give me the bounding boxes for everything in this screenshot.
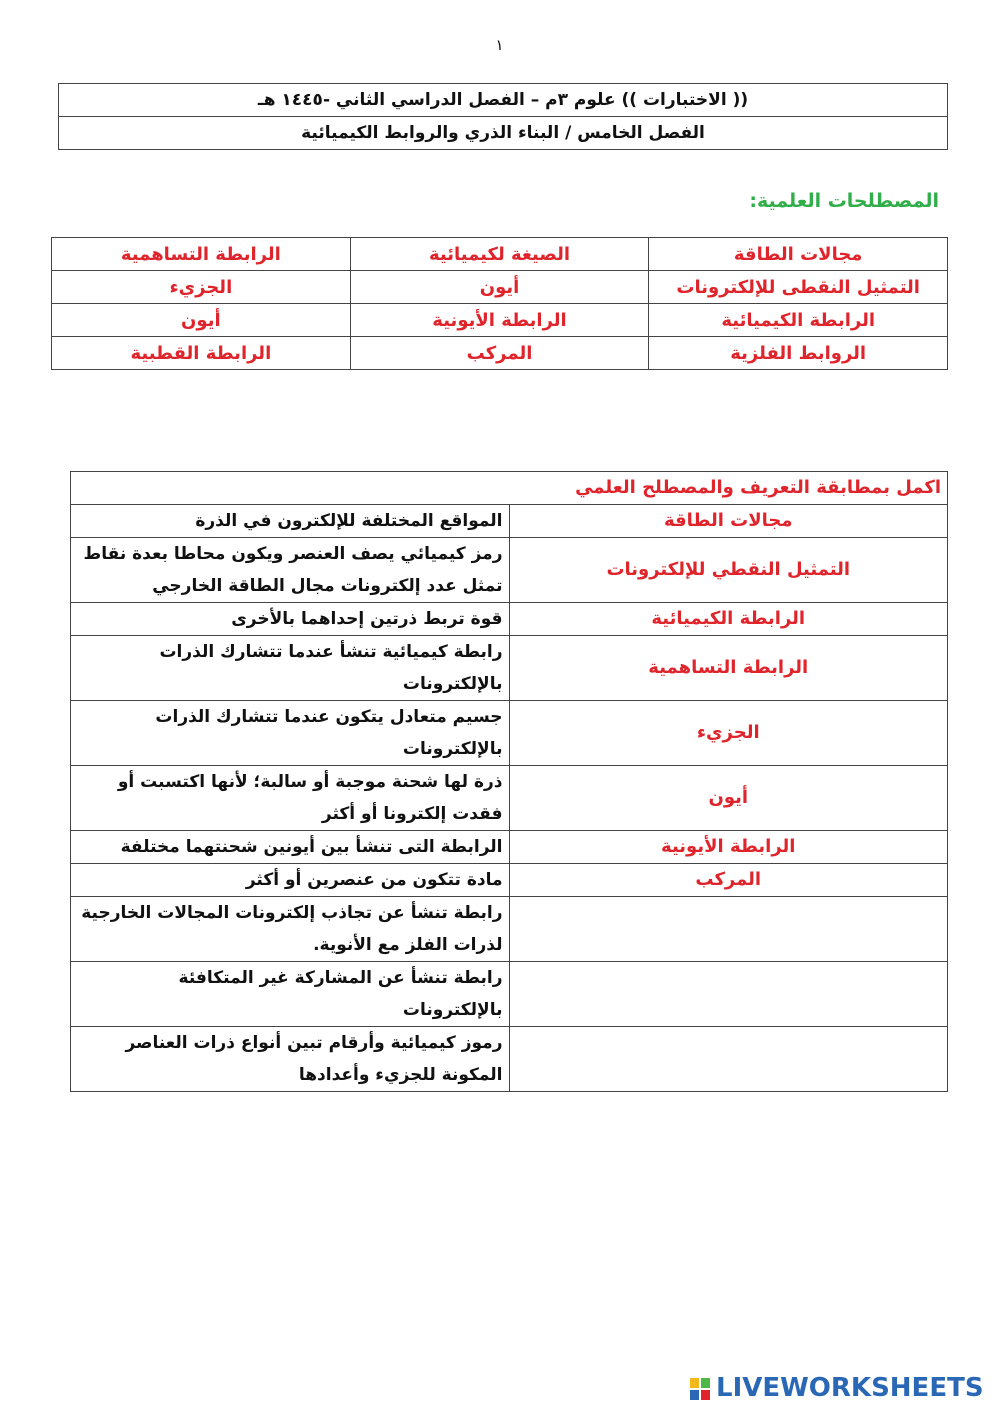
logo-text: LIVEWORKSHEETS (716, 1373, 984, 1403)
match-table (70, 471, 948, 1092)
match-term-drop[interactable]: الجزيء (509, 701, 948, 766)
match-term-drop[interactable] (509, 1027, 948, 1092)
match-row (71, 831, 948, 864)
match-term-drop[interactable]: الرابطة الكيميائية (509, 603, 948, 636)
match-definition: ذرة لها شحنة موجبة أو سالبة؛ لأنها اكتسبت أو فقدت إلكترونا أو أكثر (71, 766, 510, 831)
match-term-drop[interactable]: المركب (509, 864, 948, 897)
header-line-1: (( الاختبارات )) علوم ٣م – الفصل الدراسي الثاني -١٤٤٥ هـ (59, 84, 948, 117)
match-term-drop[interactable]: التمثيل النقطي للإلكترونات (509, 538, 948, 603)
match-row (71, 636, 948, 701)
term-cell[interactable]: الرابطة القطبية (52, 337, 351, 370)
terms-row (52, 271, 948, 304)
match-term-drop[interactable] (509, 897, 948, 962)
match-row (71, 766, 948, 831)
match-row (71, 538, 948, 603)
match-definition: مادة تتكون من عنصرين أو أكثر (71, 864, 510, 897)
section-title: المصطلحات العلمية: (749, 190, 939, 212)
match-row (71, 962, 948, 1027)
match-definition: قوة تربط ذرتين إحداهما بالأخرى (71, 603, 510, 636)
term-cell[interactable]: الصيغة لكيميائية (350, 238, 649, 271)
match-term-drop[interactable]: مجالات الطاقة (509, 505, 948, 538)
logo-grid-icon (690, 1378, 710, 1400)
term-cell[interactable]: المركب (350, 337, 649, 370)
match-term-drop[interactable]: الرابطة الأيونية (509, 831, 948, 864)
match-term-drop[interactable]: الرابطة التساهمية (509, 636, 948, 701)
term-cell[interactable]: الروابط الفلزية (649, 337, 948, 370)
match-definition: الرابطة التى تنشأ بين أيونين شحنتهما مختلفة (71, 831, 510, 864)
match-row (71, 505, 948, 538)
match-term-drop[interactable]: أيون (509, 766, 948, 831)
header-line-2: الفصل الخامس / البناء الذري والروابط الكيميائية (59, 117, 948, 150)
term-cell[interactable]: الرابطة الأيونية (350, 304, 649, 337)
match-definition: المواقع المختلفة للإلكترون في الذرة (71, 505, 510, 538)
match-row (71, 897, 948, 962)
term-cell[interactable]: مجالات الطاقة (649, 238, 948, 271)
match-definition: جسيم متعادل يتكون عندما تتشارك الذرات بالإلكترونات (71, 701, 510, 766)
match-row (71, 864, 948, 897)
match-definition: رابطة تنشأ عن تجاذب إلكترونات المجالات الخارجية لذرات الفلز مع الأنوية. (71, 897, 510, 962)
match-row (71, 603, 948, 636)
page-number: ١ (495, 36, 504, 54)
match-term-drop[interactable] (509, 962, 948, 1027)
term-cell[interactable]: الجزيء (52, 271, 351, 304)
term-cell[interactable]: أيون (52, 304, 351, 337)
term-cell[interactable]: الرابطة التساهمية (52, 238, 351, 271)
terms-row (52, 304, 948, 337)
terms-row (52, 238, 948, 271)
liveworksheets-logo[interactable] (690, 1372, 990, 1406)
header-table (58, 83, 948, 150)
terms-row (52, 337, 948, 370)
match-row (71, 1027, 948, 1092)
match-definition: رمز كيميائي يصف العنصر ويكون محاطا بعدة نقاط تمثل عدد إلكترونات مجال الطاقة الخارجي (71, 538, 510, 603)
match-definition: رموز كيميائية وأرقام تبين أنواع ذرات العناصر المكونة للجزيء وأعدادها (71, 1027, 510, 1092)
match-title: اكمل بمطابقة التعريف والمصطلح العلمي (71, 472, 948, 505)
match-definition: رابطة تنشأ عن المشاركة غير المتكافئة بالإلكترونات (71, 962, 510, 1027)
term-cell[interactable]: الرابطة الكيميائية (649, 304, 948, 337)
term-cell[interactable]: أيون (350, 271, 649, 304)
match-row (71, 701, 948, 766)
term-cell[interactable]: التمثيل النقطى للإلكترونات (649, 271, 948, 304)
terms-table (51, 237, 948, 370)
match-definition: رابطة كيميائية تنشأ عندما تتشارك الذرات بالإلكترونات (71, 636, 510, 701)
